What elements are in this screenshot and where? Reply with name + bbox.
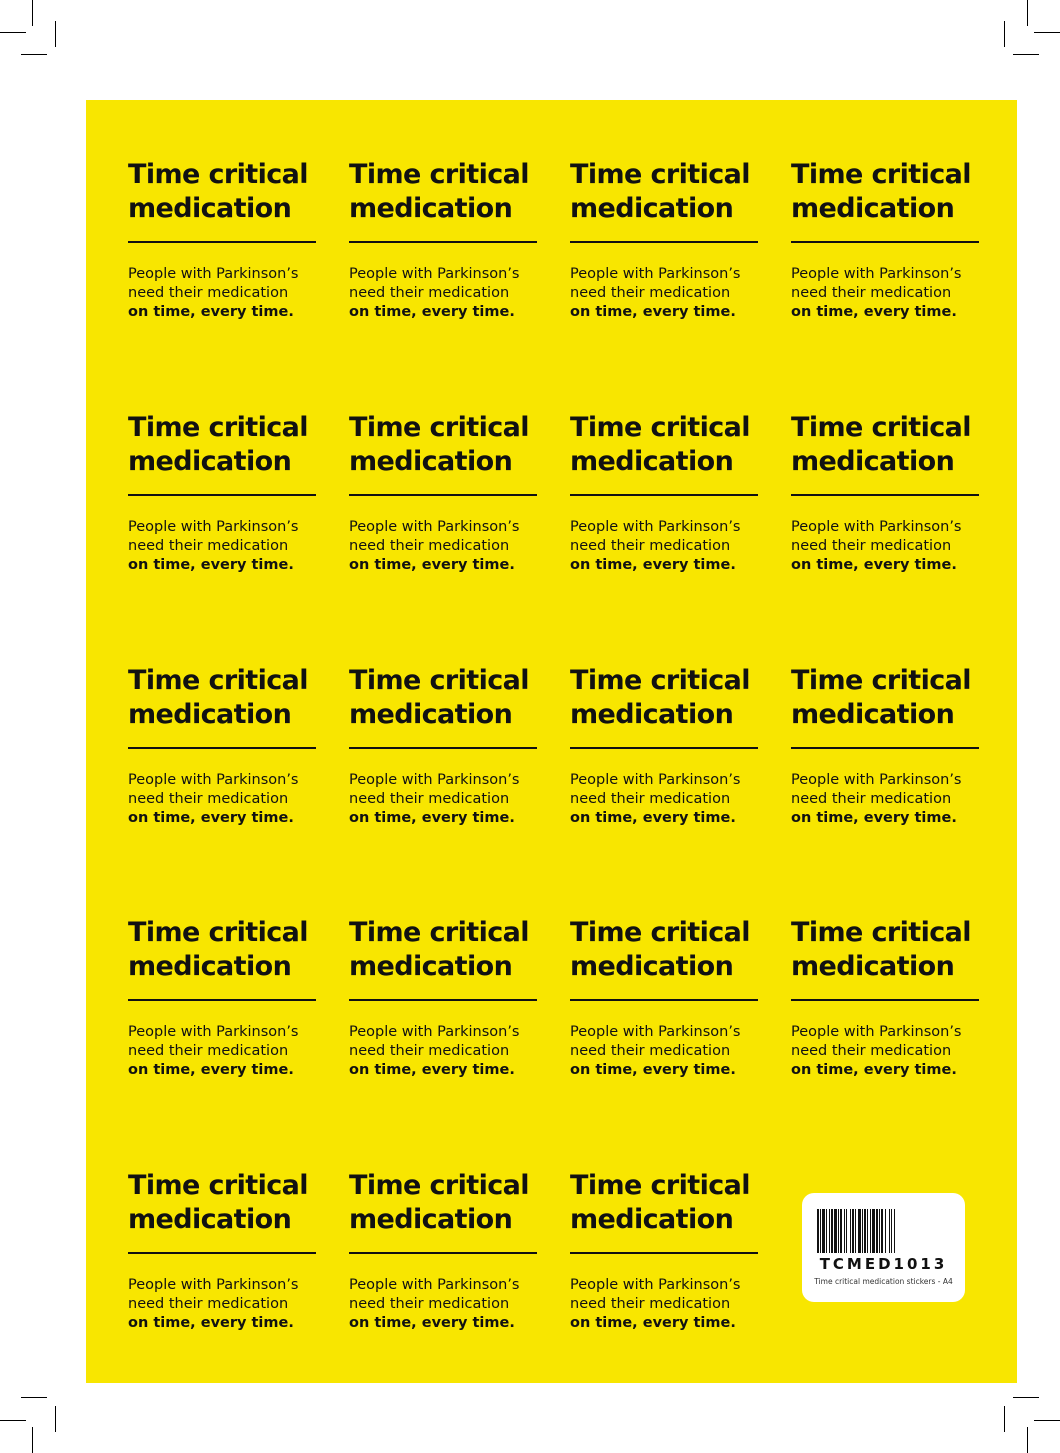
sticker-title-line1: Time critical [128,159,308,190]
sticker-title-line1: Time critical [349,412,529,443]
sticker [128,158,328,322]
sticker-body-emphasis: on time, every time. [128,1062,294,1078]
sticker-body-line2: need their medication [128,1296,289,1312]
barcode-caption: Time critical medication stickers - A4 [814,1277,953,1286]
sticker-body-line2: need their medication [349,285,510,301]
sticker-body-emphasis: on time, every time. [791,1062,957,1078]
crop-mark [1004,1406,1005,1432]
sticker-body [349,265,549,322]
sticker-title-line1: Time critical [570,665,750,696]
sticker-body-line2: need their medication [791,538,952,554]
sticker [349,158,549,322]
sticker-body-emphasis: on time, every time. [128,810,294,826]
sticker-title [570,916,770,984]
sticker-body-line1: People with Parkinson’s [349,519,520,535]
crop-mark [21,54,47,55]
sticker-divider [128,999,316,1001]
sticker-body-emphasis: on time, every time. [791,810,957,826]
sticker-body-line1: People with Parkinson’s [349,772,520,788]
sticker-body-line1: People with Parkinson’s [128,772,299,788]
sticker [570,411,770,575]
crop-mark [1027,0,1028,26]
sticker-divider [128,494,316,496]
sticker-body-emphasis: on time, every time. [349,810,515,826]
sticker-body-line2: need their medication [349,1296,510,1312]
sticker [349,1169,549,1333]
sticker-title [128,158,328,226]
sticker-divider [570,747,758,749]
sticker-title [349,158,549,226]
sticker-body-line2: need their medication [349,791,510,807]
sticker-title [570,664,770,732]
sticker-title-line2: medication [570,1204,734,1235]
sticker-body-line2: need their medication [791,1043,952,1059]
sticker-title [128,916,328,984]
sticker-body-emphasis: on time, every time. [349,304,515,320]
sticker-divider [349,1252,537,1254]
sticker-body-line1: People with Parkinson’s [570,772,741,788]
crop-mark [1004,21,1005,47]
sticker-body [570,518,770,575]
sticker-title-line1: Time critical [128,1170,308,1201]
sticker-body [791,265,991,322]
barcode-code: TCMED1013 [819,1255,948,1273]
sticker [791,664,991,828]
sticker-body-emphasis: on time, every time. [349,1062,515,1078]
sticker-title-line2: medication [128,446,292,477]
sticker-body-line2: need their medication [570,285,731,301]
sticker-title-line2: medication [349,1204,513,1235]
sticker-body-line2: need their medication [349,538,510,554]
sticker [791,916,991,1080]
sticker-title-line1: Time critical [791,917,971,948]
sticker-divider [349,999,537,1001]
crop-mark [55,21,56,47]
sticker [570,664,770,828]
sticker-title-line2: medication [570,951,734,982]
sticker [128,1169,328,1333]
sticker-divider [791,241,979,243]
sticker-title [570,158,770,226]
sticker-body-emphasis: on time, every time. [570,1315,736,1331]
sticker-title-line1: Time critical [128,665,308,696]
barcode-icon [817,1209,950,1253]
sticker-divider [791,747,979,749]
sticker-divider [791,494,979,496]
sticker-body-line2: need their medication [128,538,289,554]
sticker-title [570,411,770,479]
sticker-divider [128,241,316,243]
sticker-title-line1: Time critical [791,665,971,696]
sticker-title-line1: Time critical [349,665,529,696]
sticker-body-line1: People with Parkinson’s [349,1024,520,1040]
sticker-title-line2: medication [349,446,513,477]
sticker-body-line1: People with Parkinson’s [128,519,299,535]
sticker-body-line2: need their medication [349,1043,510,1059]
sticker-body-emphasis: on time, every time. [128,557,294,573]
sticker-divider [570,494,758,496]
sticker [570,158,770,322]
sticker-body [128,771,328,828]
sticker-body-line2: need their medication [791,285,952,301]
sticker-body-emphasis: on time, every time. [570,1062,736,1078]
sticker-title-line1: Time critical [349,917,529,948]
sticker-title-line1: Time critical [349,159,529,190]
crop-mark [32,0,33,26]
sticker-body-line2: need their medication [570,1043,731,1059]
crop-mark [55,1406,56,1432]
sticker-body-line2: need their medication [128,1043,289,1059]
sticker-body-line2: need their medication [570,1296,731,1312]
crop-mark [1013,54,1039,55]
sticker-title [349,916,549,984]
sticker-title [349,411,549,479]
sticker-title-line2: medication [570,446,734,477]
sticker-title-line1: Time critical [791,412,971,443]
sticker-title-line1: Time critical [128,412,308,443]
sticker-title-line1: Time critical [349,1170,529,1201]
crop-mark [21,1397,47,1398]
crop-mark [1027,1427,1028,1453]
sticker-body [570,265,770,322]
sticker-title [791,664,991,732]
sticker-body-line1: People with Parkinson’s [570,266,741,282]
sticker-title-line1: Time critical [570,412,750,443]
sticker-body-line2: need their medication [128,791,289,807]
sticker-title-line1: Time critical [128,917,308,948]
sticker-title [128,664,328,732]
sticker-title-line1: Time critical [570,1170,750,1201]
sticker-title-line2: medication [791,951,955,982]
sticker-body-line1: People with Parkinson’s [570,519,741,535]
sticker-body [349,1023,549,1080]
sticker-divider [349,494,537,496]
sticker-title-line2: medication [128,699,292,730]
sticker-body-line1: People with Parkinson’s [128,1277,299,1293]
crop-mark [1034,32,1060,33]
sticker-body [349,1276,549,1333]
sticker-title-line2: medication [349,193,513,224]
sticker-body [791,1023,991,1080]
sticker-title-line2: medication [791,446,955,477]
sticker [128,664,328,828]
sticker-body [570,771,770,828]
sticker-body [349,518,549,575]
sticker-body-line1: People with Parkinson’s [570,1024,741,1040]
sticker-body [570,1023,770,1080]
sticker-title [791,411,991,479]
sticker [570,916,770,1080]
sticker-divider [349,241,537,243]
crop-mark [0,1420,26,1421]
sticker-title-line2: medication [128,951,292,982]
sticker-title [349,1169,549,1237]
sticker-body-line1: People with Parkinson’s [128,1024,299,1040]
sticker-body-line2: need their medication [791,791,952,807]
sticker [791,158,991,322]
sticker-title-line2: medication [791,699,955,730]
sticker-divider [791,999,979,1001]
sticker-divider [570,241,758,243]
sticker-body-emphasis: on time, every time. [349,557,515,573]
sticker-body-emphasis: on time, every time. [791,304,957,320]
sticker-body-line1: People with Parkinson’s [128,266,299,282]
sticker-title-line2: medication [128,193,292,224]
sticker-title-line2: medication [349,699,513,730]
crop-mark [1013,1397,1039,1398]
sticker [349,664,549,828]
sticker-body [791,771,991,828]
sticker [128,916,328,1080]
sticker [791,411,991,575]
sticker-body [128,1276,328,1333]
sticker-body-line2: need their medication [128,285,289,301]
sticker-divider [349,747,537,749]
sticker-body-line1: People with Parkinson’s [791,519,962,535]
sticker-body [570,1276,770,1333]
sticker-body-line1: People with Parkinson’s [791,1024,962,1040]
sticker-body-line1: People with Parkinson’s [570,1277,741,1293]
sticker [349,916,549,1080]
sticker-sheet [86,100,1017,1383]
sticker-title [791,158,991,226]
sticker-divider [570,999,758,1001]
sticker-body-emphasis: on time, every time. [128,304,294,320]
sticker-divider [128,747,316,749]
crop-mark [0,32,26,33]
sticker-body [791,518,991,575]
sticker-body [128,1023,328,1080]
sticker-title-line2: medication [128,1204,292,1235]
barcode-label [802,1193,965,1302]
sticker [128,411,328,575]
sticker-title-line1: Time critical [570,917,750,948]
sticker [570,1169,770,1333]
sticker-body-emphasis: on time, every time. [128,1315,294,1331]
sticker-title [128,411,328,479]
sticker-title-line2: medication [791,193,955,224]
sticker-body-emphasis: on time, every time. [570,557,736,573]
sticker-title-line2: medication [570,193,734,224]
crop-mark [1034,1420,1060,1421]
sticker-divider [570,1252,758,1254]
sticker-body-emphasis: on time, every time. [570,810,736,826]
sticker-title-line2: medication [349,951,513,982]
sticker-title [349,664,549,732]
sticker-title-line2: medication [570,699,734,730]
sticker-body-line1: People with Parkinson’s [349,1277,520,1293]
sticker-title-line1: Time critical [570,159,750,190]
sticker-divider [128,1252,316,1254]
sticker-body [128,518,328,575]
sticker-body-line1: People with Parkinson’s [791,266,962,282]
sticker-title [570,1169,770,1237]
sticker-body-line1: People with Parkinson’s [349,266,520,282]
sticker-body-line2: need their medication [570,538,731,554]
sticker-body-line1: People with Parkinson’s [791,772,962,788]
sticker [349,411,549,575]
sticker-title [791,916,991,984]
sticker-body-emphasis: on time, every time. [791,557,957,573]
sticker-body [128,265,328,322]
sticker-body [349,771,549,828]
crop-mark [32,1427,33,1453]
sticker-body-line2: need their medication [570,791,731,807]
sticker-body-emphasis: on time, every time. [570,304,736,320]
sticker-title [128,1169,328,1237]
sticker-body-emphasis: on time, every time. [349,1315,515,1331]
sticker-title-line1: Time critical [791,159,971,190]
